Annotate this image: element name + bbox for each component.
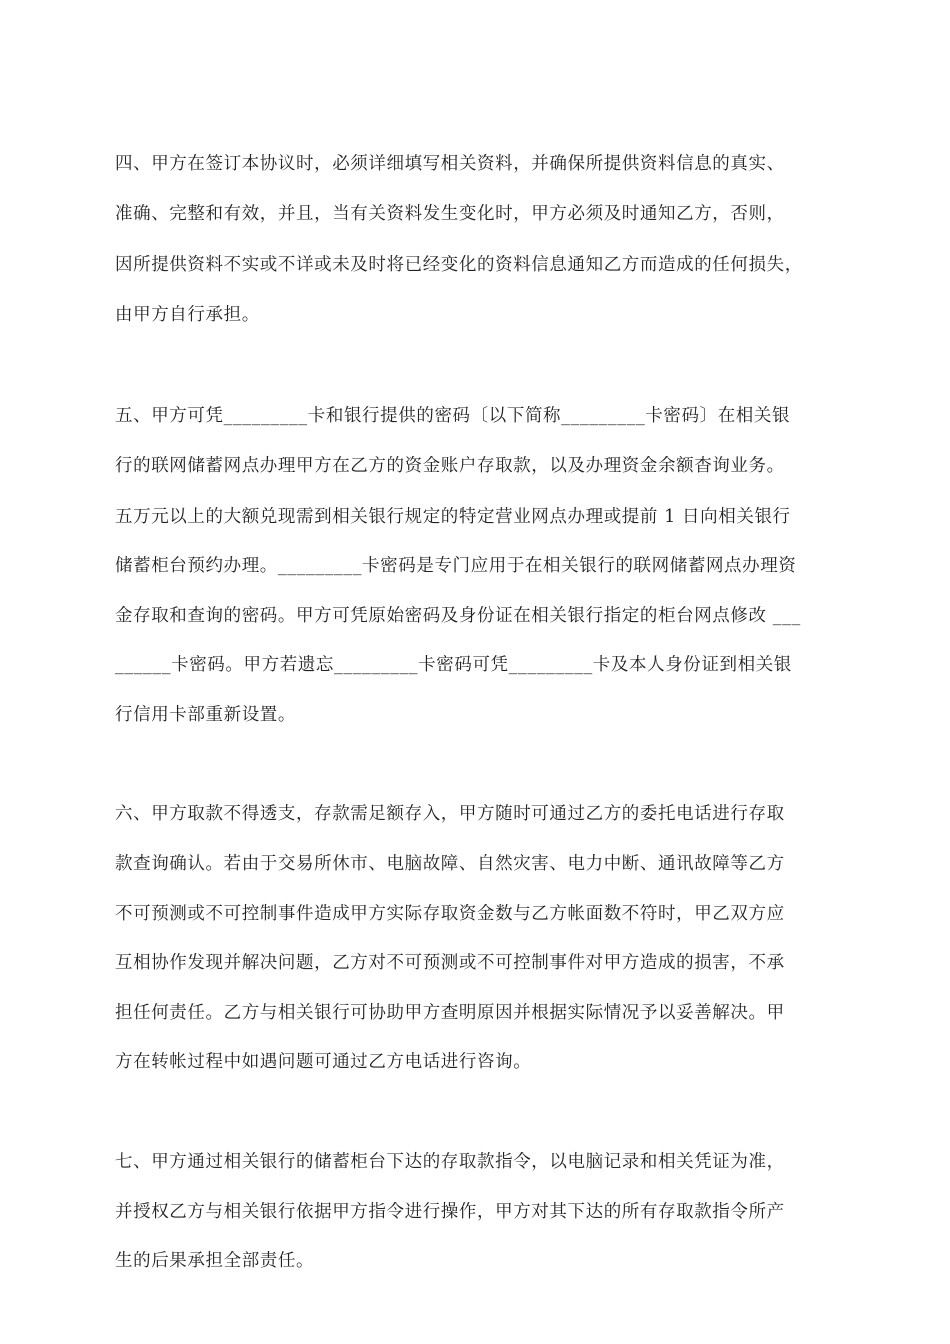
paragraph-line: 准确、完整和有效，并且，当有关资料发生变化时，甲方必须及时通知乙方，否则， <box>115 204 785 224</box>
paragraph-line: 五、甲方可凭_________卡和银行提供的密码〔以下简称_________卡密码〕在相关银 <box>115 406 791 426</box>
paragraph-line: 四、甲方在签订本协议时，必须详细填写相关资料，并确保所提供资料信息的真实、 <box>115 154 785 174</box>
paragraph-line: 不可预测或不可控制事件造成甲方实际存取资金数与乙方帐面数不符时，甲乙双方应 <box>115 904 785 924</box>
paragraph-line: 行的联网储蓄网点办理甲方在乙方的资金账户存取款，以及办理资金余额杳询业务。 <box>115 456 785 476</box>
paragraph-line: 并授权乙方与相关银行依据甲方指令进行操作，甲方对其下达的所有存取款指令所产 <box>115 1202 785 1222</box>
paragraph-line: 六、甲方取款不得透支，存款需足额存入，甲方随时可通过乙方的委托电话进行存取 <box>115 804 785 824</box>
paragraph-line: 互相协作发现并解决问题，乙方对不可预测或不可控制事件对甲方造成的损害，不承 <box>115 953 785 973</box>
paragraph-line: 七、甲方通过相关银行的储蓄柜台下达的存取款指令，以电脑记录和相关凭证为准， <box>115 1152 785 1172</box>
paragraph-line: 方在转帐过程中如遇问题可通过乙方电话进行咨询。 <box>115 1052 532 1072</box>
paragraph-line: 因所提供资料不实或不详或未及时将已经变化的资料信息通知乙方而造成的任何损失， <box>115 255 803 275</box>
paragraph-line: 担任何责任。乙方与相关银行可协助甲方查明原因并根据实际情况予以妥善解决。甲 <box>115 1003 785 1023</box>
paragraph-line: 储蓄柜台预约办理。_________卡密码是专门应用于在相关银行的联网储蓄网点办理资 <box>115 556 797 576</box>
paragraph-line: 由甲方自行承担。 <box>115 305 260 325</box>
paragraph-line: 款查询确认。若由于交易所休市、电脑故障、自然灾害、电力中断、通讯故障等乙方 <box>115 854 785 874</box>
paragraph-line: 金存取和查询的密码。甲方可凭原始密码及身份证在相关银行指定的柜台网点修改 ___ <box>115 606 801 626</box>
paragraph-line: ______卡密码。甲方若遗忘_________卡密码可凭_________卡及本人身份证到相关银 <box>115 655 792 675</box>
paragraph-line: 五万元以上的大额兑现需到相关银行规定的特定营业网点办理或提前 1 日向相关银行 <box>115 507 791 527</box>
paragraph-line: 行信用卡部重新设置。 <box>115 705 296 725</box>
paragraph-line: 生的后果承担全部责任。 <box>115 1251 315 1271</box>
